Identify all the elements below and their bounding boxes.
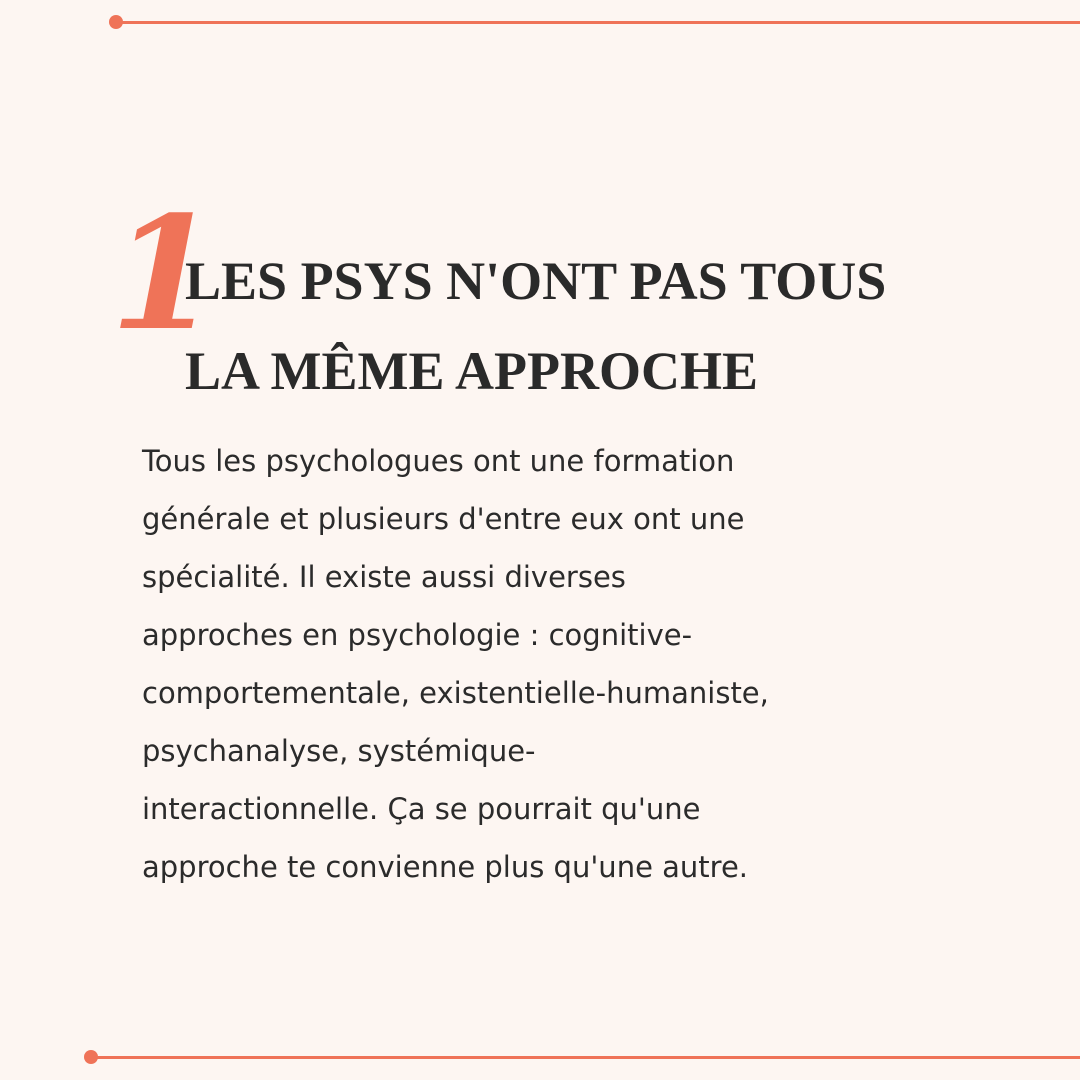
body-line: générale et plusieurs d'entre eux ont une — [142, 502, 745, 536]
bottom-divider-dot — [84, 1050, 98, 1064]
body-line: approches en psychologie : cognitive- — [142, 618, 693, 652]
body-paragraph — [142, 432, 902, 896]
heading-line-2: LA MÊME APPROCHE — [185, 341, 759, 401]
top-divider-dot — [109, 15, 123, 29]
bottom-divider-line — [92, 1056, 1080, 1059]
body-line: psychanalyse, systémique- — [142, 734, 536, 768]
step-number: 1 — [110, 182, 219, 365]
body-line: Tous les psychologues ont une formation — [142, 444, 735, 478]
body-line: interactionnelle. Ça se pourrait qu'une — [142, 792, 701, 826]
heading — [185, 236, 985, 416]
top-divider-line — [116, 21, 1080, 24]
body-line: comportementale, existentielle-humaniste, — [142, 676, 769, 710]
heading-line-1: LES PSYS N'ONT PAS TOUS — [185, 251, 887, 311]
body-line: spécialité. Il existe aussi diverses — [142, 560, 626, 594]
body-line: approche te convienne plus qu'une autre. — [142, 850, 748, 884]
